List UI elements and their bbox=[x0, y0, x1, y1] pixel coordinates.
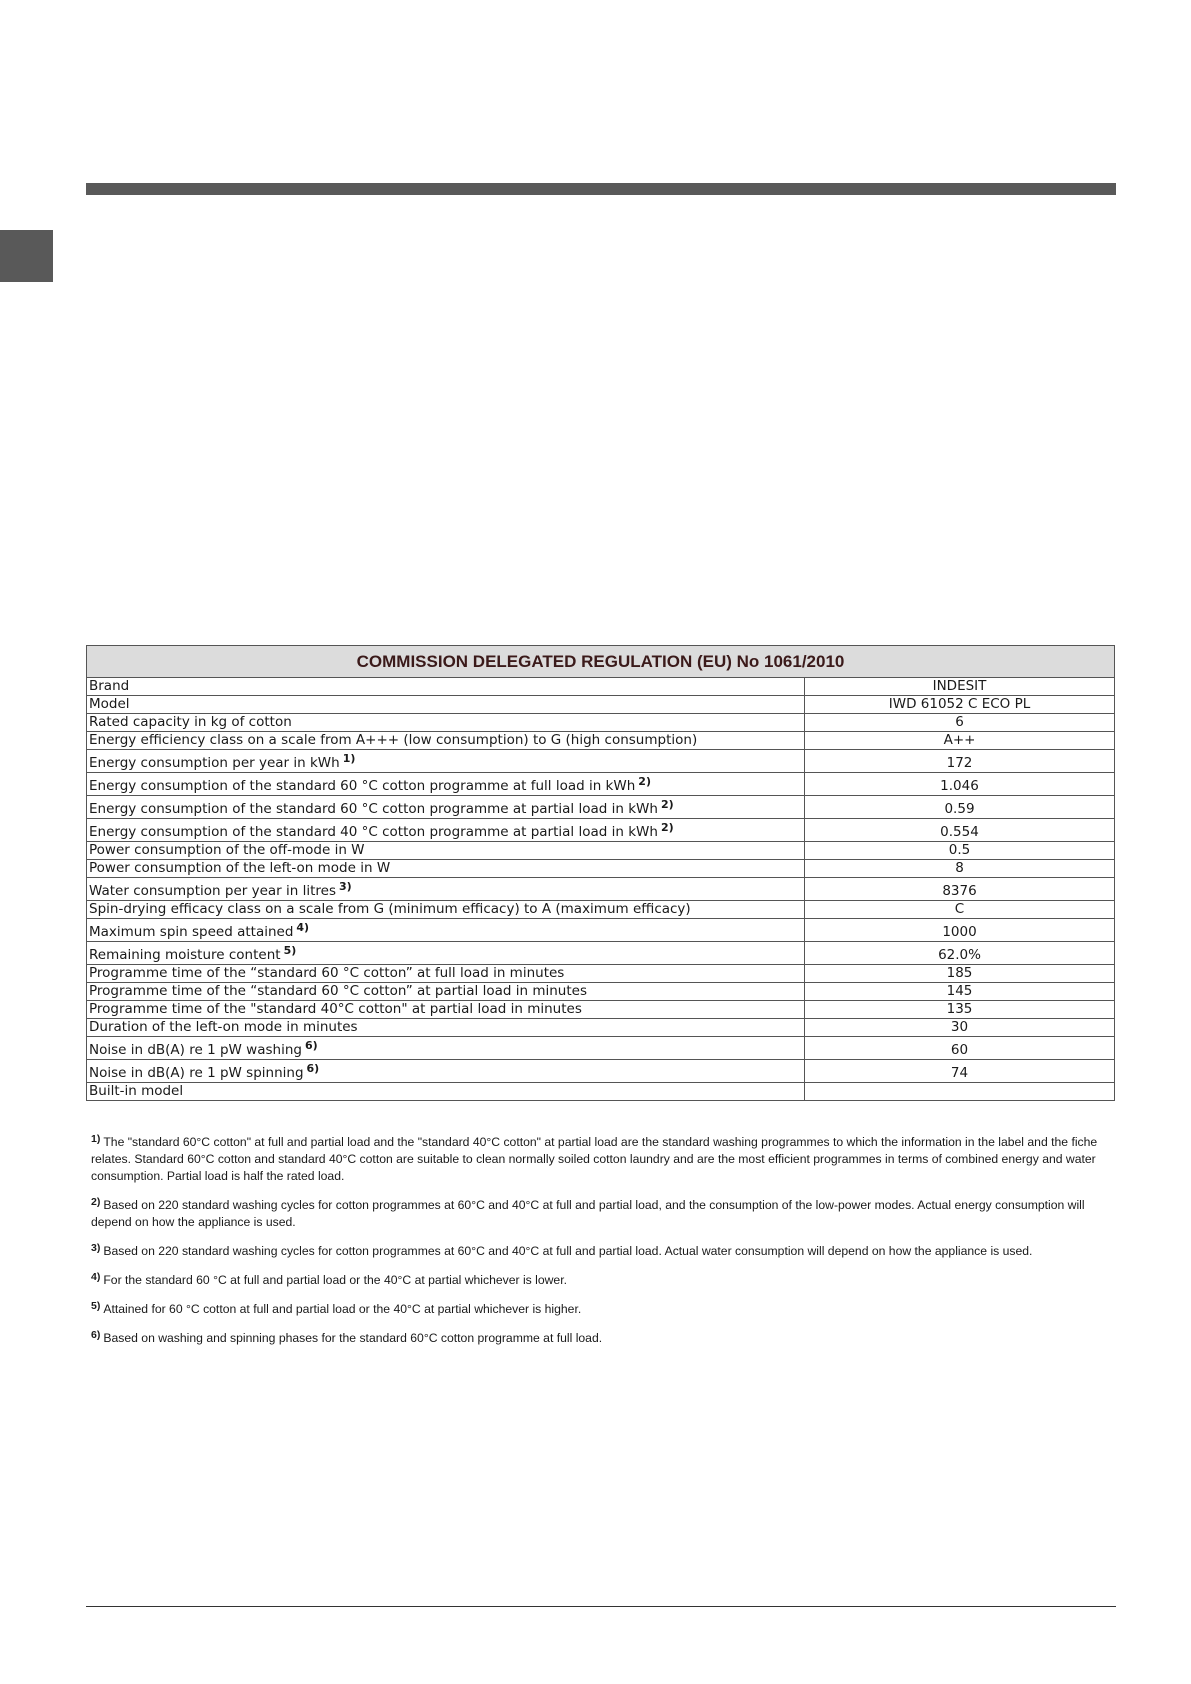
row-value: 0.59 bbox=[805, 796, 1115, 819]
footnote bbox=[91, 1131, 1115, 1185]
row-label bbox=[87, 796, 805, 819]
product-fiche-table bbox=[86, 645, 1115, 1101]
footnote-mark: 4) bbox=[91, 1271, 101, 1283]
footnote-ref: 2) bbox=[660, 797, 674, 811]
table-row bbox=[87, 901, 1115, 919]
row-label bbox=[87, 1083, 805, 1101]
row-value: 145 bbox=[805, 983, 1115, 1001]
row-value: 62.0% bbox=[805, 942, 1115, 965]
row-value: 1000 bbox=[805, 919, 1115, 942]
footnote-text: Attained for 60 °C cotton at full and partial load or the 40°C at partial whichever is higher. bbox=[103, 1302, 582, 1316]
table-row bbox=[87, 965, 1115, 983]
table-row bbox=[87, 860, 1115, 878]
row-label-text: Rated capacity in kg of cotton bbox=[89, 714, 292, 730]
table-row bbox=[87, 732, 1115, 750]
row-label bbox=[87, 750, 805, 773]
row-value: 0.5 bbox=[805, 842, 1115, 860]
row-label bbox=[87, 714, 805, 732]
row-label-text: Duration of the left-on mode in minutes bbox=[89, 1019, 358, 1035]
regulation-title: COMMISSION DELEGATED REGULATION (EU) No 1061/2010 bbox=[87, 646, 1115, 678]
row-value: 60 bbox=[805, 1037, 1115, 1060]
row-label-text: Power consumption of the left-on mode in W bbox=[89, 860, 391, 876]
footnote-mark: 2) bbox=[91, 1196, 101, 1208]
row-label bbox=[87, 1037, 805, 1060]
table-row bbox=[87, 919, 1115, 942]
row-value: 172 bbox=[805, 750, 1115, 773]
row-label bbox=[87, 678, 805, 696]
footnote bbox=[91, 1240, 1115, 1260]
row-value: 6 bbox=[805, 714, 1115, 732]
row-value: 30 bbox=[805, 1019, 1115, 1037]
footnote-ref: 6) bbox=[306, 1061, 320, 1075]
table-row bbox=[87, 678, 1115, 696]
row-value: 185 bbox=[805, 965, 1115, 983]
table-row bbox=[87, 750, 1115, 773]
row-label-text: Model bbox=[89, 696, 130, 712]
footnotes bbox=[91, 1131, 1115, 1356]
table-row bbox=[87, 796, 1115, 819]
row-value: 0.554 bbox=[805, 819, 1115, 842]
row-label bbox=[87, 878, 805, 901]
row-label bbox=[87, 842, 805, 860]
table-row bbox=[87, 842, 1115, 860]
row-value: 74 bbox=[805, 1060, 1115, 1083]
row-value: 1.046 bbox=[805, 773, 1115, 796]
row-label bbox=[87, 773, 805, 796]
row-label-text: Energy consumption of the standard 60 °C cotton programme at partial load in kWh bbox=[89, 801, 658, 817]
table-row bbox=[87, 773, 1115, 796]
table-row bbox=[87, 1001, 1115, 1019]
footnote-ref: 2) bbox=[660, 820, 674, 834]
row-label bbox=[87, 965, 805, 983]
row-label bbox=[87, 732, 805, 750]
row-value: 135 bbox=[805, 1001, 1115, 1019]
row-value: A++ bbox=[805, 732, 1115, 750]
footnote-text: For the standard 60 °C at full and partial load or the 40°C at partial whichever is lower. bbox=[103, 1273, 567, 1287]
row-label bbox=[87, 696, 805, 714]
footnote-text: Based on 220 standard washing cycles for cotton programmes at 60°C and 40°C at full and partial load, and the consumption of the low-power modes. Actual energy consumption will depend on how the appliance is used. bbox=[91, 1198, 1085, 1229]
footnote-mark: 1) bbox=[91, 1133, 101, 1145]
row-label-text: Water consumption per year in litres bbox=[89, 883, 337, 899]
footnote bbox=[91, 1194, 1115, 1231]
row-label-text: Brand bbox=[89, 678, 130, 694]
footnote-ref: 5) bbox=[283, 943, 297, 957]
row-label-text: Energy consumption per year in kWh bbox=[89, 755, 340, 771]
footnote-ref: 1) bbox=[342, 751, 356, 765]
table-row bbox=[87, 983, 1115, 1001]
language-tab-marker bbox=[0, 230, 53, 282]
row-value bbox=[805, 1083, 1115, 1101]
footnote-ref: 3) bbox=[339, 879, 352, 893]
row-label-text: Energy consumption of the standard 40 °C cotton programme at partial load in kWh bbox=[89, 824, 658, 840]
footnote-mark: 6) bbox=[91, 1329, 101, 1341]
footnote bbox=[91, 1298, 1115, 1318]
row-value: INDESIT bbox=[805, 678, 1115, 696]
row-label-text: Built-in model bbox=[89, 1083, 184, 1099]
footnote-text: The "standard 60°C cotton" at full and partial load and the "standard 40°C cotton" at partial load are the standard washing programmes to which the information in the label and the fiche relates. Standard 60°C cotton and standard 40°C cotton are suitable to clean normally soiled cotton laundry and are the most efficient programmes in terms of combined energy and water consumption. Partial load is half the rated load. bbox=[91, 1135, 1098, 1183]
footnote-text: Based on 220 standard washing cycles for cotton programmes at 60°C and 40°C at full and partial load. Actual water consumption will depend on how the appliance is used. bbox=[103, 1244, 1033, 1258]
row-label bbox=[87, 919, 805, 942]
footer-rule bbox=[86, 1606, 1116, 1607]
table-row bbox=[87, 696, 1115, 714]
row-label bbox=[87, 1019, 805, 1037]
footnote-mark: 3) bbox=[91, 1242, 101, 1254]
table-row bbox=[87, 878, 1115, 901]
row-label bbox=[87, 942, 805, 965]
row-label-text: Spin-drying efficacy class on a scale from G (minimum efficacy) to A (maximum efficacy) bbox=[89, 901, 691, 917]
row-label bbox=[87, 983, 805, 1001]
footnote bbox=[91, 1269, 1115, 1289]
row-label-text: Remaining moisture content bbox=[89, 947, 281, 963]
row-label-text: Noise in dB(A) re 1 pW spinning bbox=[89, 1065, 304, 1081]
row-label-text: Noise in dB(A) re 1 pW washing bbox=[89, 1042, 302, 1058]
row-label-text: Energy efficiency class on a scale from A+++ (low consumption) to G (high consumption) bbox=[89, 732, 698, 748]
row-label bbox=[87, 901, 805, 919]
table-row bbox=[87, 1083, 1115, 1101]
header-bar bbox=[86, 183, 1116, 195]
footnote-text: Based on washing and spinning phases for the standard 60°C cotton programme at full load. bbox=[103, 1331, 603, 1345]
row-label-text: Maximum spin speed attained bbox=[89, 924, 294, 940]
row-label bbox=[87, 1001, 805, 1019]
table-row bbox=[87, 1060, 1115, 1083]
table-row bbox=[87, 1019, 1115, 1037]
fiche-rows bbox=[87, 678, 1115, 1101]
footnote-ref: 4) bbox=[296, 920, 310, 934]
row-value: C bbox=[805, 901, 1115, 919]
footnote bbox=[91, 1327, 1115, 1347]
footnote-ref: 2) bbox=[638, 774, 651, 788]
row-label bbox=[87, 819, 805, 842]
footnote-ref: 6) bbox=[304, 1038, 318, 1052]
table-row bbox=[87, 714, 1115, 732]
table-row bbox=[87, 942, 1115, 965]
row-label bbox=[87, 1060, 805, 1083]
row-label-text: Programme time of the “standard 60 °C cotton” at partial load in minutes bbox=[89, 983, 587, 999]
footnote-mark: 5) bbox=[91, 1300, 101, 1312]
row-label bbox=[87, 860, 805, 878]
row-label-text: Programme time of the “standard 60 °C cotton” at full load in minutes bbox=[89, 965, 565, 981]
row-label-text: Energy consumption of the standard 60 °C cotton programme at full load in kWh bbox=[89, 778, 636, 794]
table-row bbox=[87, 819, 1115, 842]
table-row bbox=[87, 1037, 1115, 1060]
row-value: 8 bbox=[805, 860, 1115, 878]
row-value: 8376 bbox=[805, 878, 1115, 901]
row-label-text: Power consumption of the off-mode in W bbox=[89, 842, 365, 858]
row-value: IWD 61052 C ECO PL bbox=[805, 696, 1115, 714]
row-label-text: Programme time of the "standard 40°C cotton" at partial load in minutes bbox=[89, 1001, 582, 1017]
